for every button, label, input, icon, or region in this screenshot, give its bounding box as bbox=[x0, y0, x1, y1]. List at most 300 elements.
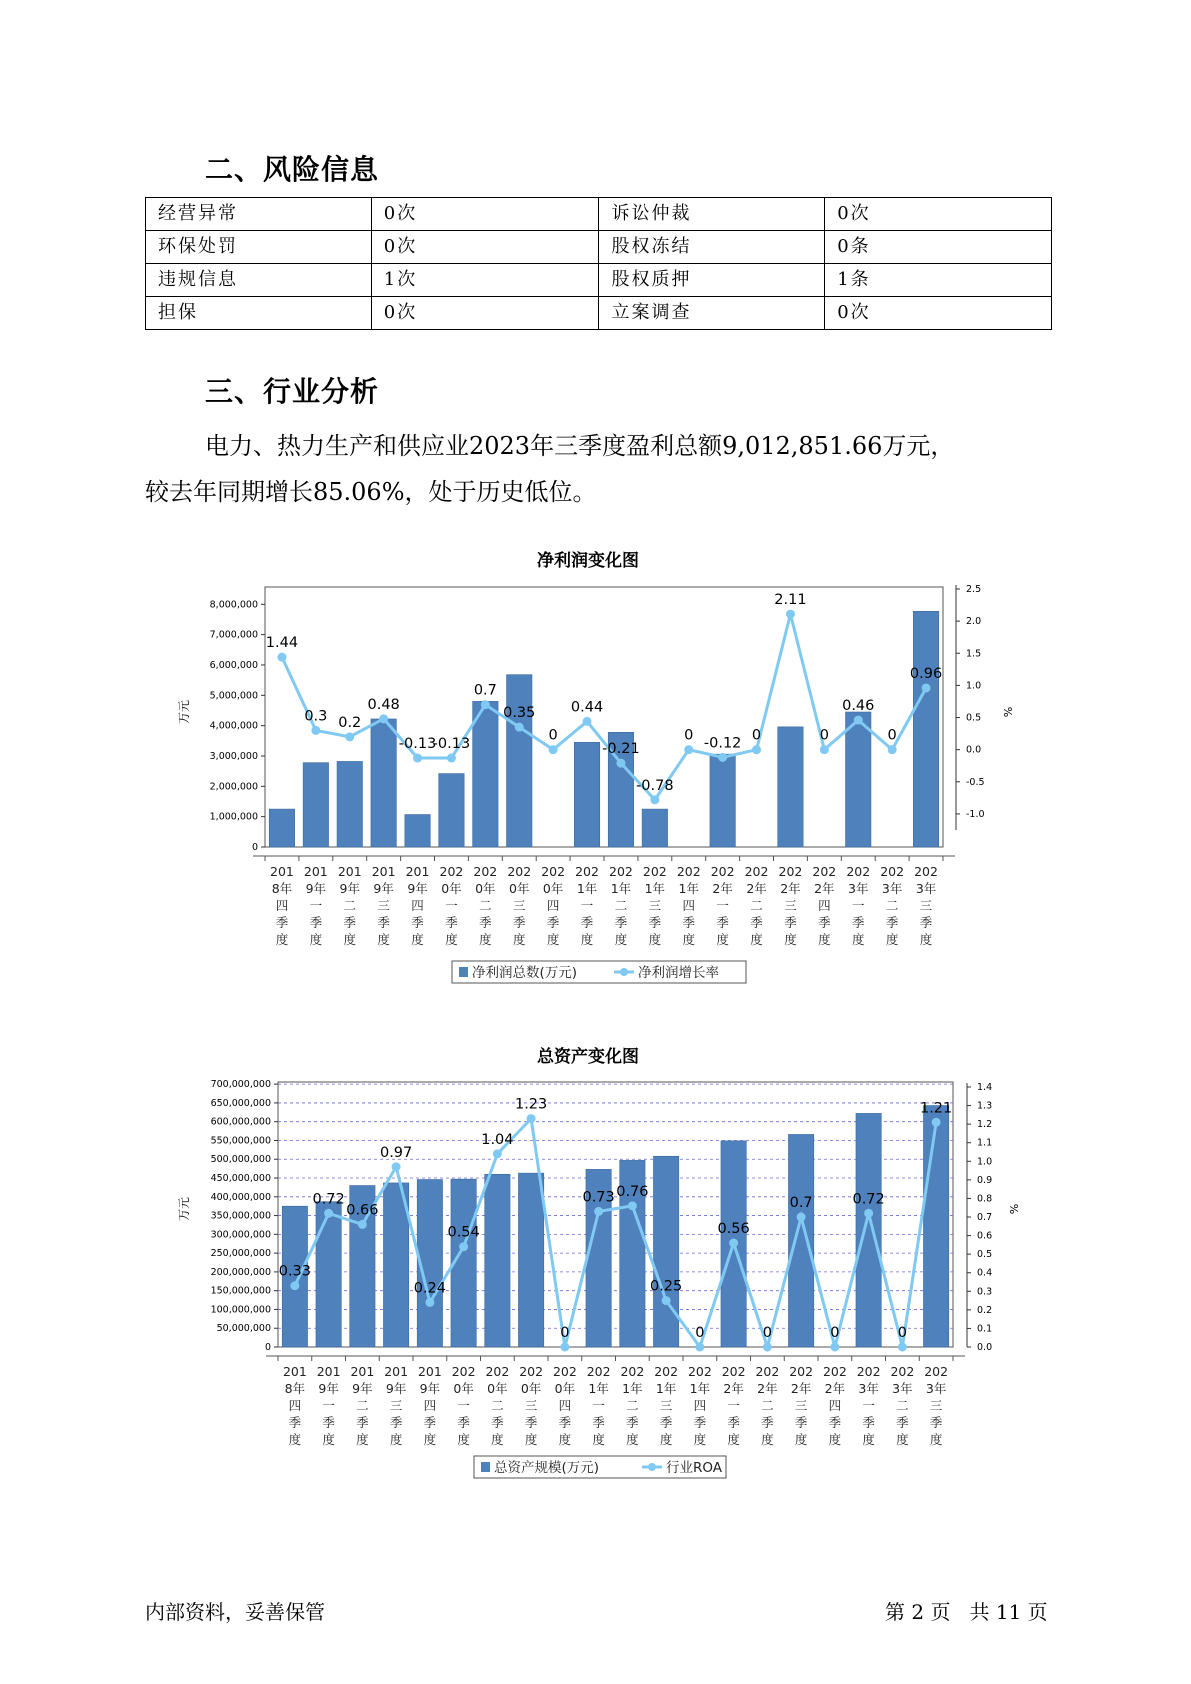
x-tick-label: 三 bbox=[659, 1398, 673, 1413]
x-tick-label: 季 bbox=[862, 1415, 875, 1430]
data-label: 0.54 bbox=[447, 1224, 480, 1241]
x-tick-label: 202 bbox=[924, 1364, 949, 1379]
y2-tick-label: 1.1 bbox=[977, 1137, 993, 1149]
line-point bbox=[922, 683, 931, 692]
x-tick-label: 一 bbox=[309, 898, 323, 913]
risk-row bbox=[146, 198, 1052, 231]
y-tick-label: 450,000,000 bbox=[210, 1173, 271, 1185]
section-3-title: 三、行业分析 bbox=[205, 375, 380, 408]
data-label: 1.04 bbox=[481, 1131, 514, 1148]
line-point bbox=[459, 1242, 468, 1251]
bar bbox=[574, 742, 599, 847]
x-tick-label: 二 bbox=[491, 1398, 504, 1413]
x-tick-label: 201 bbox=[337, 864, 362, 879]
x-tick-label: 季 bbox=[919, 915, 933, 930]
x-tick-label: 三 bbox=[389, 1398, 403, 1413]
x-tick-label: 度 bbox=[356, 1432, 369, 1447]
bar bbox=[923, 1106, 948, 1347]
data-label: 0 bbox=[897, 1325, 907, 1341]
x-tick-label: 季 bbox=[275, 915, 289, 930]
y2-tick-label: 0.8 bbox=[977, 1193, 993, 1205]
y-tick-label: 50,000,000 bbox=[216, 1323, 271, 1335]
x-tick-label: 季 bbox=[423, 1415, 437, 1430]
bar bbox=[337, 761, 362, 847]
y2-tick-label: 1.0 bbox=[966, 680, 982, 692]
x-tick-label: 度 bbox=[693, 1432, 707, 1447]
x-tick-label: 季 bbox=[784, 915, 797, 930]
x-tick-label: 201 bbox=[316, 1364, 341, 1379]
x-tick-label: 9年 bbox=[339, 881, 360, 896]
x-tick-label: 202 bbox=[485, 1364, 510, 1379]
x-tick-label: 季 bbox=[761, 1415, 774, 1430]
x-tick-label: 1年 bbox=[576, 881, 598, 896]
x-tick-label: 201 bbox=[384, 1364, 409, 1379]
x-tick-label: 202 bbox=[812, 864, 837, 879]
x-tick-label: 季 bbox=[491, 1415, 504, 1430]
y2-tick-label: 0.0 bbox=[966, 744, 982, 756]
line-point bbox=[311, 726, 320, 735]
risk-label: 股权质押 bbox=[599, 264, 825, 297]
line-point bbox=[684, 745, 693, 754]
bar bbox=[303, 763, 328, 847]
x-tick-label: 202 bbox=[642, 864, 667, 879]
y-tick-label: 550,000,000 bbox=[210, 1135, 271, 1147]
y2-tick-label: 1.4 bbox=[977, 1082, 993, 1093]
x-tick-label: 二 bbox=[343, 898, 357, 913]
net-profit-chart-title: 净利润变化图 bbox=[537, 551, 639, 571]
risk-label: 诉讼仲裁 bbox=[599, 198, 825, 231]
x-tick-label: 一 bbox=[322, 1398, 335, 1413]
x-tick-label: 季 bbox=[524, 1415, 538, 1430]
x-tick-label: 3年 bbox=[892, 1381, 913, 1396]
x-tick-label: 一 bbox=[592, 1398, 605, 1413]
data-label: 0.56 bbox=[717, 1221, 750, 1237]
line-point bbox=[379, 714, 388, 723]
line-point bbox=[493, 1149, 502, 1158]
line-point bbox=[324, 1209, 333, 1218]
data-label: 0 bbox=[887, 727, 897, 744]
x-tick-label: 四 bbox=[682, 898, 696, 913]
line-point bbox=[594, 1207, 603, 1216]
legend-line-marker bbox=[620, 968, 628, 976]
x-tick-label: 度 bbox=[761, 1432, 774, 1447]
line-point bbox=[729, 1239, 738, 1248]
risk-label: 环保处罚 bbox=[146, 231, 372, 264]
x-tick-label: 0年 bbox=[520, 1381, 542, 1396]
x-tick-label: 季 bbox=[558, 1415, 572, 1430]
risk-value: 0次 bbox=[371, 231, 599, 264]
line-point bbox=[392, 1162, 401, 1171]
line-point bbox=[277, 653, 286, 662]
y-tick-label: 4,000,000 bbox=[209, 720, 258, 732]
legend-bar-label: 净利润总数(万元) bbox=[472, 965, 578, 981]
x-tick-label: 度 bbox=[423, 1432, 437, 1447]
x-tick-label: 季 bbox=[389, 1415, 403, 1430]
x-tick-label: 季 bbox=[288, 1415, 302, 1430]
y2-tick-label: 0.4 bbox=[977, 1267, 993, 1279]
bar bbox=[653, 1156, 678, 1347]
bar bbox=[473, 701, 498, 847]
x-tick-label: 201 bbox=[303, 864, 328, 879]
data-label: -0.12 bbox=[703, 735, 742, 752]
x-tick-label: 2年 bbox=[712, 881, 733, 896]
data-label: 0.44 bbox=[570, 699, 604, 716]
x-tick-label: 201 bbox=[417, 1364, 442, 1379]
x-tick-label: 3年 bbox=[915, 881, 937, 896]
x-tick-label: 1年 bbox=[655, 1381, 677, 1396]
x-tick-label: 度 bbox=[784, 932, 797, 947]
x-tick-label: 1年 bbox=[610, 881, 632, 896]
y2-tick-label: 0.7 bbox=[977, 1212, 993, 1223]
bar bbox=[856, 1113, 881, 1347]
x-tick-label: 三 bbox=[377, 898, 390, 913]
x-tick-label: 202 bbox=[778, 864, 803, 879]
x-tick-label: 季 bbox=[457, 1415, 470, 1430]
x-tick-label: 2年 bbox=[780, 881, 801, 896]
x-tick-label: 季 bbox=[851, 915, 865, 930]
x-tick-label: 季 bbox=[580, 915, 594, 930]
x-tick-label: 202 bbox=[609, 864, 633, 879]
data-label: 0 bbox=[830, 1325, 840, 1341]
x-tick-label: 202 bbox=[654, 1364, 679, 1379]
x-tick-label: 8年 bbox=[284, 1381, 306, 1396]
y2-tick-label: 0.6 bbox=[977, 1230, 993, 1242]
y-tick-label: 3,000,000 bbox=[209, 750, 258, 762]
x-tick-label: 季 bbox=[479, 915, 492, 930]
x-tick-label: 一 bbox=[851, 898, 865, 913]
industry-analysis-paragraph bbox=[145, 423, 1055, 515]
x-tick-label: 202 bbox=[575, 864, 599, 879]
x-tick-label: 3年 bbox=[858, 1381, 879, 1396]
data-label: 0 bbox=[695, 1325, 705, 1341]
x-tick-label: 季 bbox=[343, 915, 357, 930]
bar bbox=[316, 1202, 341, 1347]
legend-bar-label: 总资产规模(万元) bbox=[494, 1460, 600, 1476]
x-tick-label: 度 bbox=[592, 1432, 605, 1447]
x-tick-label: 四 bbox=[818, 898, 831, 913]
x-tick-label: 季 bbox=[885, 915, 899, 930]
total-assets-chart bbox=[0, 1060, 1191, 1510]
x-tick-label: 202 bbox=[846, 864, 871, 879]
x-tick-label: 202 bbox=[914, 864, 938, 879]
bar bbox=[405, 815, 430, 847]
y-tick-label: 2,000,000 bbox=[209, 781, 258, 793]
x-tick-label: 季 bbox=[356, 1415, 369, 1430]
x-tick-label: 度 bbox=[727, 1432, 740, 1447]
x-tick-label: 1年 bbox=[689, 1381, 711, 1396]
risk-value: 0次 bbox=[371, 198, 599, 231]
x-tick-label: 季 bbox=[377, 915, 390, 930]
total-assets-chart-title: 总资产变化图 bbox=[537, 1047, 639, 1067]
x-tick-label: 2年 bbox=[723, 1381, 744, 1396]
x-tick-label: 201 bbox=[282, 1364, 307, 1379]
x-tick-label: 度 bbox=[750, 932, 763, 947]
line-point bbox=[549, 745, 558, 754]
line-point bbox=[888, 745, 897, 754]
x-tick-label: 202 bbox=[552, 1364, 577, 1379]
x-tick-label: 0年 bbox=[487, 1381, 508, 1396]
line-point bbox=[752, 745, 761, 754]
x-tick-label: 0年 bbox=[554, 1381, 576, 1396]
x-tick-label: 四 bbox=[411, 898, 424, 913]
x-tick-label: 0年 bbox=[475, 881, 496, 896]
x-tick-label: 度 bbox=[377, 932, 390, 947]
x-tick-label: 202 bbox=[507, 864, 532, 879]
x-tick-label: 202 bbox=[473, 864, 498, 879]
x-tick-label: 四 bbox=[546, 898, 560, 913]
y2-tick-label: -0.5 bbox=[966, 776, 985, 788]
data-label: 0 bbox=[560, 1325, 570, 1341]
x-tick-label: 度 bbox=[389, 1432, 403, 1447]
data-label: 0.72 bbox=[852, 1191, 885, 1208]
x-tick-label: 三 bbox=[512, 898, 526, 913]
y2-tick-label: 0.0 bbox=[977, 1342, 993, 1353]
x-tick-label: 1年 bbox=[588, 1381, 609, 1396]
x-tick-label: 一 bbox=[727, 1398, 740, 1413]
x-tick-label: 度 bbox=[558, 1432, 572, 1447]
legend-line-label: 行业ROA bbox=[666, 1460, 723, 1476]
x-tick-label: 8年 bbox=[271, 881, 293, 896]
data-label: 0 bbox=[684, 727, 694, 744]
x-tick-label: 季 bbox=[648, 915, 662, 930]
x-tick-label: 三 bbox=[648, 898, 662, 913]
x-tick-label: 度 bbox=[818, 932, 831, 947]
x-tick-label: 二 bbox=[761, 1398, 774, 1413]
data-label: 0.66 bbox=[346, 1202, 379, 1219]
risk-row bbox=[146, 297, 1052, 330]
line-point bbox=[763, 1343, 772, 1352]
data-label: 0.7 bbox=[473, 682, 497, 699]
x-tick-label: 三 bbox=[784, 898, 797, 913]
risk-label: 经营异常 bbox=[146, 198, 372, 231]
y2-tick-label: 0.5 bbox=[977, 1249, 993, 1261]
x-tick-label: 季 bbox=[309, 915, 323, 930]
y-tick-label: 7,000,000 bbox=[209, 629, 258, 641]
x-tick-label: 201 bbox=[270, 864, 294, 879]
x-tick-label: 三 bbox=[524, 1398, 538, 1413]
y2-tick-label: 1.0 bbox=[977, 1156, 993, 1168]
x-tick-label: 9年 bbox=[407, 881, 428, 896]
y2-tick-label: 1.2 bbox=[977, 1119, 993, 1131]
x-tick-label: 202 bbox=[755, 1364, 780, 1379]
x-tick-label: 2年 bbox=[814, 881, 835, 896]
y2-axis-title: % bbox=[1007, 1203, 1020, 1215]
line-point bbox=[797, 1213, 806, 1222]
x-tick-label: 四 bbox=[288, 1398, 302, 1413]
x-tick-label: 1年 bbox=[678, 881, 699, 896]
line-point bbox=[290, 1281, 299, 1290]
x-tick-label: 四 bbox=[423, 1398, 437, 1413]
line-point bbox=[447, 754, 456, 763]
data-label: 0 bbox=[548, 727, 558, 744]
x-tick-label: 度 bbox=[682, 932, 696, 947]
x-tick-label: 度 bbox=[626, 1432, 639, 1447]
line-point bbox=[786, 610, 795, 619]
legend-line-marker bbox=[648, 1463, 656, 1471]
x-tick-label: 202 bbox=[822, 1364, 847, 1379]
x-tick-label: 二 bbox=[885, 898, 899, 913]
x-tick-label: 202 bbox=[687, 1364, 712, 1379]
line-point bbox=[560, 1343, 569, 1352]
x-tick-label: 度 bbox=[275, 932, 289, 947]
x-tick-label: 二 bbox=[614, 898, 628, 913]
x-tick-label: 度 bbox=[614, 932, 628, 947]
x-tick-label: 四 bbox=[558, 1398, 572, 1413]
x-tick-label: 度 bbox=[445, 932, 458, 947]
y-tick-label: 350,000,000 bbox=[210, 1210, 271, 1222]
x-tick-label: 9年 bbox=[352, 1381, 373, 1396]
y2-tick-label: 1.3 bbox=[977, 1100, 993, 1112]
data-label: -0.78 bbox=[636, 777, 674, 794]
x-tick-label: 度 bbox=[716, 932, 729, 947]
y-tick-label: 150,000,000 bbox=[210, 1285, 271, 1297]
x-tick-label: 9年 bbox=[385, 1381, 407, 1396]
line-point bbox=[628, 1201, 637, 1210]
line-point bbox=[527, 1114, 536, 1123]
risk-label: 股权冻结 bbox=[599, 231, 825, 264]
x-tick-label: 度 bbox=[896, 1432, 909, 1447]
x-tick-label: 度 bbox=[580, 932, 594, 947]
x-tick-label: 季 bbox=[614, 915, 628, 930]
x-tick-label: 度 bbox=[479, 932, 492, 947]
x-tick-label: 季 bbox=[727, 1415, 740, 1430]
data-label: 0.97 bbox=[379, 1144, 413, 1161]
x-tick-label: 度 bbox=[411, 932, 424, 947]
x-tick-label: 202 bbox=[620, 1364, 645, 1379]
x-tick-label: 三 bbox=[919, 898, 933, 913]
line-point bbox=[345, 732, 354, 741]
y-tick-label: 8,000,000 bbox=[209, 599, 258, 611]
bar bbox=[439, 774, 464, 847]
data-label: 0.2 bbox=[338, 714, 362, 731]
y2-tick-label: 0.2 bbox=[977, 1304, 993, 1316]
x-tick-label: 度 bbox=[929, 1432, 943, 1447]
x-tick-label: 202 bbox=[439, 864, 464, 879]
bar bbox=[642, 809, 667, 847]
y2-tick-label: 1.5 bbox=[966, 648, 982, 660]
line-point bbox=[932, 1118, 941, 1127]
data-label: 0.7 bbox=[789, 1195, 813, 1211]
x-tick-label: 一 bbox=[716, 898, 729, 913]
line-point bbox=[830, 1343, 839, 1352]
x-tick-label: 202 bbox=[789, 1364, 814, 1379]
x-tick-label: 季 bbox=[929, 1415, 943, 1430]
x-tick-label: 1年 bbox=[644, 881, 666, 896]
y2-tick-label: 0.9 bbox=[977, 1174, 993, 1186]
risk-info-table bbox=[145, 197, 1052, 330]
legend-bar-swatch bbox=[481, 1462, 490, 1472]
line-point bbox=[616, 759, 625, 768]
x-tick-label: 四 bbox=[693, 1398, 707, 1413]
x-tick-label: 季 bbox=[546, 915, 560, 930]
legend bbox=[452, 961, 746, 983]
x-tick-label: 3年 bbox=[848, 881, 869, 896]
x-tick-label: 季 bbox=[445, 915, 458, 930]
data-label: 0.3 bbox=[304, 708, 328, 725]
plot-frame bbox=[265, 587, 943, 847]
x-tick-label: 202 bbox=[744, 864, 769, 879]
data-label: 0.35 bbox=[503, 705, 536, 722]
x-tick-label: 季 bbox=[626, 1415, 639, 1430]
line-point bbox=[662, 1296, 671, 1305]
data-label: 0 bbox=[762, 1325, 772, 1341]
line-point bbox=[515, 723, 524, 732]
y-tick-label: 500,000,000 bbox=[210, 1154, 271, 1166]
data-label: 0.72 bbox=[312, 1191, 345, 1208]
paragraph-line-1: 电力、热力生产和供应业2023年三季度盈利总额9,012,851.66万元， bbox=[205, 432, 955, 460]
x-tick-label: 9年 bbox=[318, 1381, 339, 1396]
risk-value: 0次 bbox=[825, 297, 1052, 330]
line-point bbox=[820, 745, 829, 754]
risk-value: 0条 bbox=[825, 231, 1052, 264]
x-tick-label: 三 bbox=[794, 1398, 808, 1413]
risk-row bbox=[146, 264, 1052, 297]
x-tick-label: 二 bbox=[896, 1398, 909, 1413]
x-tick-label: 一 bbox=[580, 898, 594, 913]
x-tick-label: 202 bbox=[890, 1364, 915, 1379]
line-point bbox=[583, 717, 592, 726]
line-point bbox=[898, 1343, 907, 1352]
x-tick-label: 0年 bbox=[453, 1381, 474, 1396]
data-label: -0.13 bbox=[398, 736, 437, 753]
x-tick-label: 一 bbox=[862, 1398, 875, 1413]
risk-value: 0次 bbox=[825, 198, 1052, 231]
x-tick-label: 四 bbox=[828, 1398, 842, 1413]
bar bbox=[846, 712, 871, 847]
y2-tick-label: 2.0 bbox=[966, 616, 982, 628]
line-point bbox=[425, 1298, 434, 1307]
data-label: 0.46 bbox=[842, 698, 875, 715]
x-tick-label: 度 bbox=[862, 1432, 875, 1447]
data-label: 0 bbox=[819, 727, 829, 744]
x-tick-label: 度 bbox=[288, 1432, 302, 1447]
line-point bbox=[718, 753, 727, 762]
x-tick-label: 202 bbox=[451, 1364, 476, 1379]
data-label: 0.73 bbox=[582, 1189, 615, 1206]
line-point bbox=[358, 1220, 367, 1229]
bar bbox=[507, 675, 532, 847]
x-tick-label: 2年 bbox=[824, 1381, 846, 1396]
y2-tick-label: 2.5 bbox=[966, 584, 982, 595]
data-label: -0.13 bbox=[432, 736, 471, 753]
x-tick-label: 季 bbox=[592, 1415, 605, 1430]
x-tick-label: 202 bbox=[721, 1364, 746, 1379]
y-tick-label: 250,000,000 bbox=[210, 1248, 271, 1260]
x-tick-label: 度 bbox=[457, 1432, 470, 1447]
footer-page-number: 第 2 页 共 11 页 bbox=[885, 1600, 1048, 1624]
bar bbox=[518, 1173, 543, 1347]
footer-left: 内部资料，妥善保管 bbox=[145, 1600, 325, 1624]
risk-value: 1次 bbox=[371, 264, 599, 297]
risk-row bbox=[146, 231, 1052, 264]
data-label: 0.25 bbox=[649, 1278, 683, 1295]
section-2-title: 二、风险信息 bbox=[205, 153, 380, 186]
line-point bbox=[650, 795, 659, 804]
x-tick-label: 度 bbox=[885, 932, 899, 947]
x-tick-label: 度 bbox=[322, 1432, 335, 1447]
data-label: 0.33 bbox=[278, 1263, 312, 1280]
x-tick-label: 度 bbox=[851, 932, 865, 947]
x-tick-label: 季 bbox=[716, 915, 729, 930]
x-tick-label: 四 bbox=[275, 898, 289, 913]
x-tick-label: 季 bbox=[512, 915, 526, 930]
x-tick-label: 9年 bbox=[373, 881, 394, 896]
risk-value: 1条 bbox=[825, 264, 1052, 297]
data-label: 2.11 bbox=[774, 592, 807, 609]
x-tick-label: 0年 bbox=[441, 881, 462, 896]
x-tick-label: 度 bbox=[491, 1432, 504, 1447]
x-tick-label: 季 bbox=[828, 1415, 842, 1430]
